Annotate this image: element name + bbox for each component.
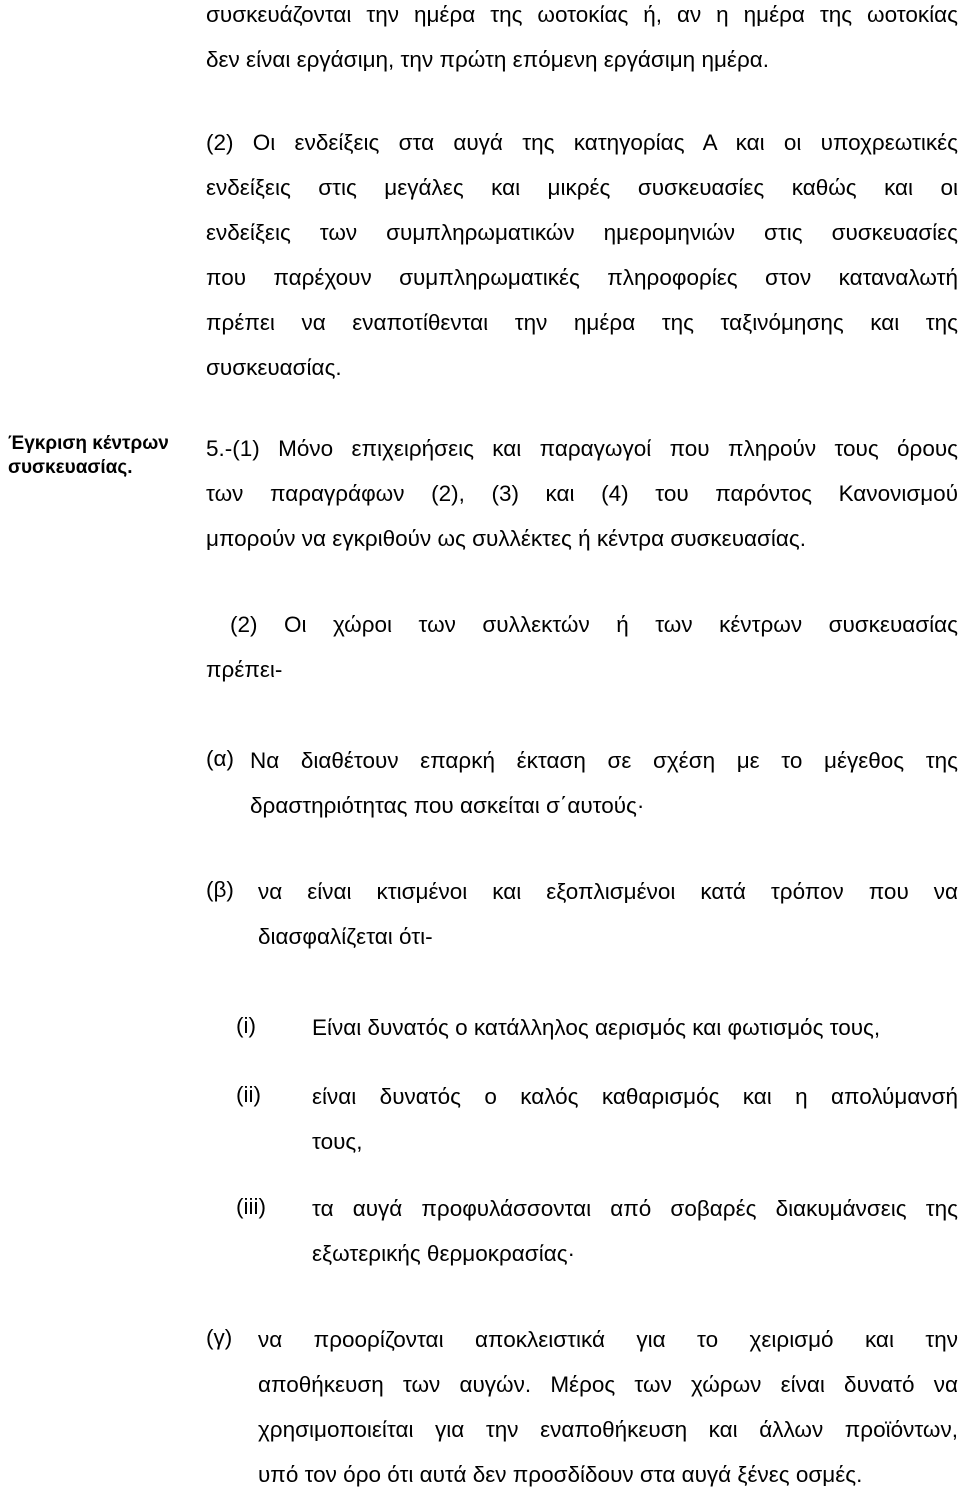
top-paragraph-line-1: συσκευάζονται την ημέρα της ωοτοκίας ή, αν η ημέρα της ωοτοκίας [206,2,958,27]
item-b-label: (β) [206,877,234,902]
top-paragraph-line-2: δεν είναι εργάσιμη, την πρώτη επόμενη εργάσιμη ημέρα. [206,47,770,72]
subsection-2-line-2: πρέπει- [206,657,283,682]
item-c [258,1317,958,1497]
item-c-line-3: χρησιμοποιείται για την εναποθήκευση και άλλων προϊόντων, [258,1417,958,1442]
subsection-2-line-1: (2) Οι χώροι των συλλεκτών ή των κέντρων συσκευασίας [230,612,958,637]
sub-ii [312,1074,958,1164]
sub-i-label: (i) [236,1013,256,1038]
paragraph-2-line-4: που παρέχουν συμπληρωματικές πληροφορίες στον καταναλωτή [206,265,958,290]
sub-ii-line-1: είναι δυνατός ο καλός καθαρισμός και η απολύμανσή [312,1084,958,1109]
paragraph-2-line-5: πρέπει να εναποτίθενται την ημέρα της ταξινόμησης και της [206,310,958,335]
item-b-line-1: να είναι κτισμένοι και εξοπλισμένοι κατά τρόπον που να [258,879,958,904]
margin-note-line-1: Έγκριση κέντρων [8,433,169,454]
paragraph-2 [206,120,958,390]
top-paragraph [206,0,958,82]
item-c-label: (γ) [206,1325,233,1350]
item-b-line-2: διασφαλίζεται ότι- [258,924,433,949]
sub-ii-label: (ii) [236,1082,261,1107]
sub-i-line-1: Είναι δυνατός ο κατάλληλος αερισμός και φωτισμός τους, [312,1015,881,1040]
item-a [250,738,958,828]
item-c-line-1: να προορίζονται αποκλειστικά για το χειρισμό και την [258,1327,958,1352]
sub-iii-line-2: εξωτερικής θερμοκρασίας· [312,1241,576,1266]
subsection-2 [206,602,958,692]
sub-i [312,1005,958,1050]
paragraph-2-line-3: ενδείξεις των συμπληρωματικών ημερομηνιών στις συσκευασίες [206,220,958,245]
section-5-line-1: 5.-(1) Μόνο επιχειρήσεις και παραγωγοί που πληρούν τους όρους [206,436,958,461]
sub-iii-line-1: τα αυγά προφυλάσσονται από σοβαρές διακυμάνσεις της [312,1196,958,1221]
section-5 [206,426,958,561]
item-c-line-2: αποθήκευση των αυγών. Μέρος των χώρων είναι δυνατό να [258,1372,958,1397]
section-5-line-3: μπορούν να εγκριθούν ως συλλέκτες ή κέντρα συσκευασίας. [206,526,807,551]
item-a-line-1: Να διαθέτουν επαρκή έκταση σε σχέση με το μέγεθος της [250,748,958,773]
margin-note [8,432,188,480]
item-a-line-2: δραστηριότητας που ασκείται σ΄αυτούς· [250,793,645,818]
sub-iii-label: (iii) [236,1194,266,1219]
margin-note-line-2: συσκευασίας. [8,457,133,478]
item-a-label: (α) [206,746,234,771]
sub-ii-line-2: τους, [312,1129,363,1154]
paragraph-2-line-1: (2) Οι ενδείξεις στα αυγά της κατηγορίας Α και οι υποχρεωτικές [206,130,958,155]
section-5-line-2: των παραγράφων (2), (3) και (4) του παρόντος Κανονισμού [206,481,958,506]
sub-iii [312,1186,958,1276]
paragraph-2-line-2: ενδείξεις στις μεγάλες και μικρές συσκευασίες καθώς και οι [206,175,958,200]
paragraph-2-line-6: συσκευασίας. [206,355,342,380]
item-c-line-4: υπό τον όρο ότι αυτά δεν προσδίδουν στα αυγά ξένες οσμές. [258,1462,863,1487]
item-b [258,869,958,959]
